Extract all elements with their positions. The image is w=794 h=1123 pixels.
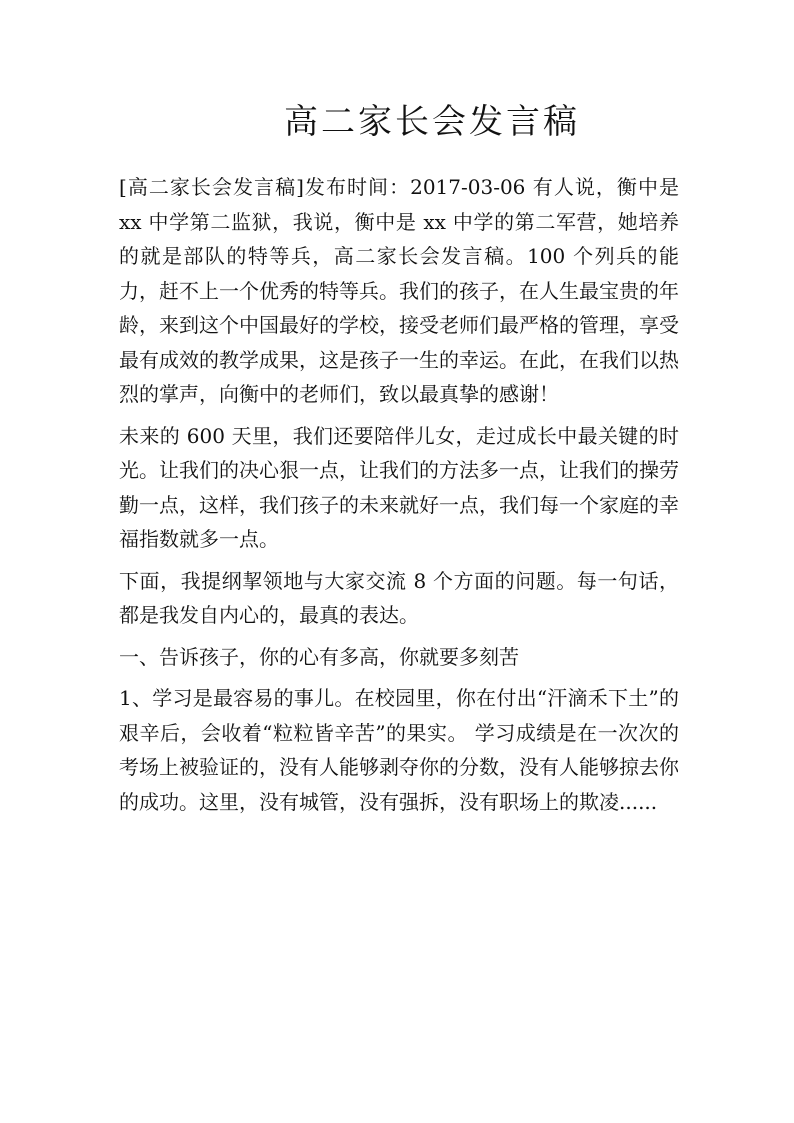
document-title: 高二家长会发言稿 xyxy=(284,102,580,142)
document-body xyxy=(119,170,679,826)
paragraph-intro: [高二家长会发言稿]发布时间：2017-03-06 有人说，衡中是 xx 中学第二监狱，我说，衡中是 xx 中学的第二军营，她培养的就是部队的特等兵，高二家长会发言稿。100 个列兵的能力，赶不上一个优秀的特等兵。我们的孩子，在人生最宝贵的年龄，来到这个中国最好的学校，接受老师们最严格的管理，享受最有成效的教学成果，这是孩子一生的幸运。在此，在我们以热烈的掌声，向衡中的老师们，致以最真挚的感谢！ xyxy=(119,175,679,406)
paragraph-item-1: 1、学习是最容易的事儿。在校园里，你在付出“汗滴禾下土”的艰辛后，会收着“粒粒皆辛苦”的果实。 学习成绩是在一次次的考场上被验证的，没有人能够剥夺你的分数，没有人能够掠去你的成功。这里，没有城管，没有强拆，没有职场上的欺凌...... xyxy=(119,686,679,814)
paragraph-future: 未来的 600 天里，我们还要陪伴儿女，走过成长中最关键的时光。让我们的决心狠一点，让我们的方法多一点，让我们的操劳勤一点，这样，我们孩子的未来就好一点，我们每一个家庭的幸福指数就多一点。 xyxy=(119,423,679,551)
paragraph-outline: 下面，我提纲挈领地与大家交流 8 个方面的问题。每一句话，都是我发自内心的，最真的表达。 xyxy=(119,568,679,627)
section-heading-1: 一、告诉孩子，你的心有多高，你就要多刻苦 xyxy=(119,644,519,669)
